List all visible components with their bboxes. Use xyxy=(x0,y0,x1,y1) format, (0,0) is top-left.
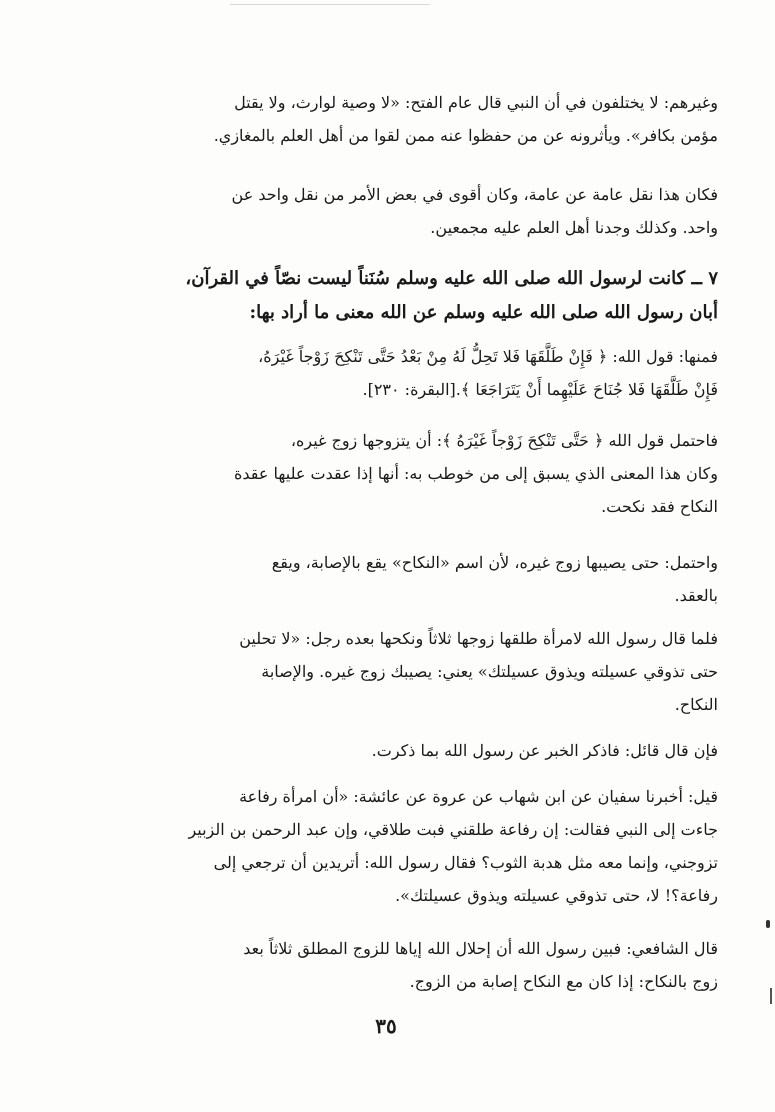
text-line: قيل: أخبرنا سفيان عن ابن شهاب عن عروة عن عائشة: «أن امرأة رفاعة xyxy=(239,787,718,806)
text-line: وغيرهم: لا يختلفون في أن النبي قال عام الفتح: «لا وصية لوارث، ولا يقتل xyxy=(234,93,718,112)
heading-line: أبان رسول الله صلى الله عليه وسلم عن الله معنى ما أراد بها: xyxy=(249,302,718,323)
paragraph-1 xyxy=(102,86,718,152)
text-line: حتى تذوقي عسيلته ويذوق عسيلتك» يعني: يصيبك زوج غيره. والإصابة xyxy=(261,662,718,681)
scan-artifact xyxy=(766,920,770,928)
text-line: فلما قال رسول الله لامرأة طلقها زوجها ثلاثاً ونكحها بعده رجل: «لا تحلين xyxy=(239,629,718,648)
text-line: فاحتمل قول الله ﴿ حَتَّى تَنْكِحَ زَوْجاً غَيْرَهُ ﴾: أن يتزوجها زوج غيره، xyxy=(290,431,718,450)
heading-line: ٧ ــ كانت لرسول الله صلى الله عليه وسلم سُنَناً ليست نصّاً في القرآن، xyxy=(185,268,718,289)
paragraph-hadith-summary xyxy=(102,622,718,721)
section-heading-7 xyxy=(102,262,718,330)
text-line: تزوجني، وإنما معه مثل هدبة الثوب؟ فقال رسول الله: أتريدين أن ترجعي إلى xyxy=(213,853,718,872)
text-line: فَإِنْ طَلَّقَهَا فَلا جُنَاحَ عَلَيْهِما أَنْ يَتَرَاجَعَا ﴾.[البقرة: ٢٣٠]. xyxy=(362,380,718,399)
scan-artifact xyxy=(770,988,772,1004)
scan-edge xyxy=(230,4,430,5)
paragraph-quran-verse xyxy=(102,340,718,406)
paragraph-2 xyxy=(102,178,718,244)
text-line: رفاعة؟! لا، حتى تذوقي عسيلته ويذوق عسيلتك». xyxy=(395,886,718,905)
text-line: واحد. وكذلك وجدنا أهل العلم عليه مجمعين. xyxy=(430,218,718,237)
text-line: واحتمل: حتى يصيبها زوج غيره، لأن اسم «النكاح» يقع بالإصابة، ويقع xyxy=(271,553,718,572)
text-line: النكاح. xyxy=(674,695,718,714)
text-line: فكان هذا نقل عامة عن عامة، وكان أقوى في بعض الأمر من نقل واحد عن xyxy=(231,185,718,204)
text-line: زوج بالنكاح: إذا كان مع النكاح إصابة من الزوج. xyxy=(409,972,718,991)
paragraph-hadith-narration xyxy=(102,780,718,912)
text-line: جاءت إلى النبي فقالت: إن رفاعة طلقني فبت طلاقي، وإن عبد الرحمن بن الزبير xyxy=(188,820,718,839)
text-line: قال الشافعي: فبين رسول الله أن إحلال الله إياها للزوج المطلق ثلاثاً بعد xyxy=(243,939,718,958)
paragraph-shafii-conclusion xyxy=(102,932,718,998)
text-line: وكان هذا المعنى الذي يسبق إلى من خوطب به: أنها إذا عقدت عليها عقدة xyxy=(234,464,718,483)
paragraph-interpretation-1 xyxy=(102,424,718,523)
paragraph-interpretation-2 xyxy=(102,546,718,612)
text-line: النكاح فقد نكحت. xyxy=(601,497,718,516)
paragraph-question xyxy=(102,734,718,767)
text-line: مؤمن بكافر». ويأثرونه عن من حفظوا عنه ممن لقوا من أهل العلم بالمغازي. xyxy=(213,126,718,145)
page-number: ٣٥ xyxy=(375,1014,397,1038)
text-line: فمنها: قول الله: ﴿ فَإِنْ طَلَّقَهَا فَلا تَحِلُّ لَهُ مِنْ بَعْدُ حَتَّى تَنْكِحَ زَوْجاً غَيْرَهُ، xyxy=(258,347,718,366)
text-line: بالعقد. xyxy=(674,586,718,605)
text-line: فإن قال قائل: فاذكر الخبر عن رسول الله بما ذكرت. xyxy=(371,741,718,760)
